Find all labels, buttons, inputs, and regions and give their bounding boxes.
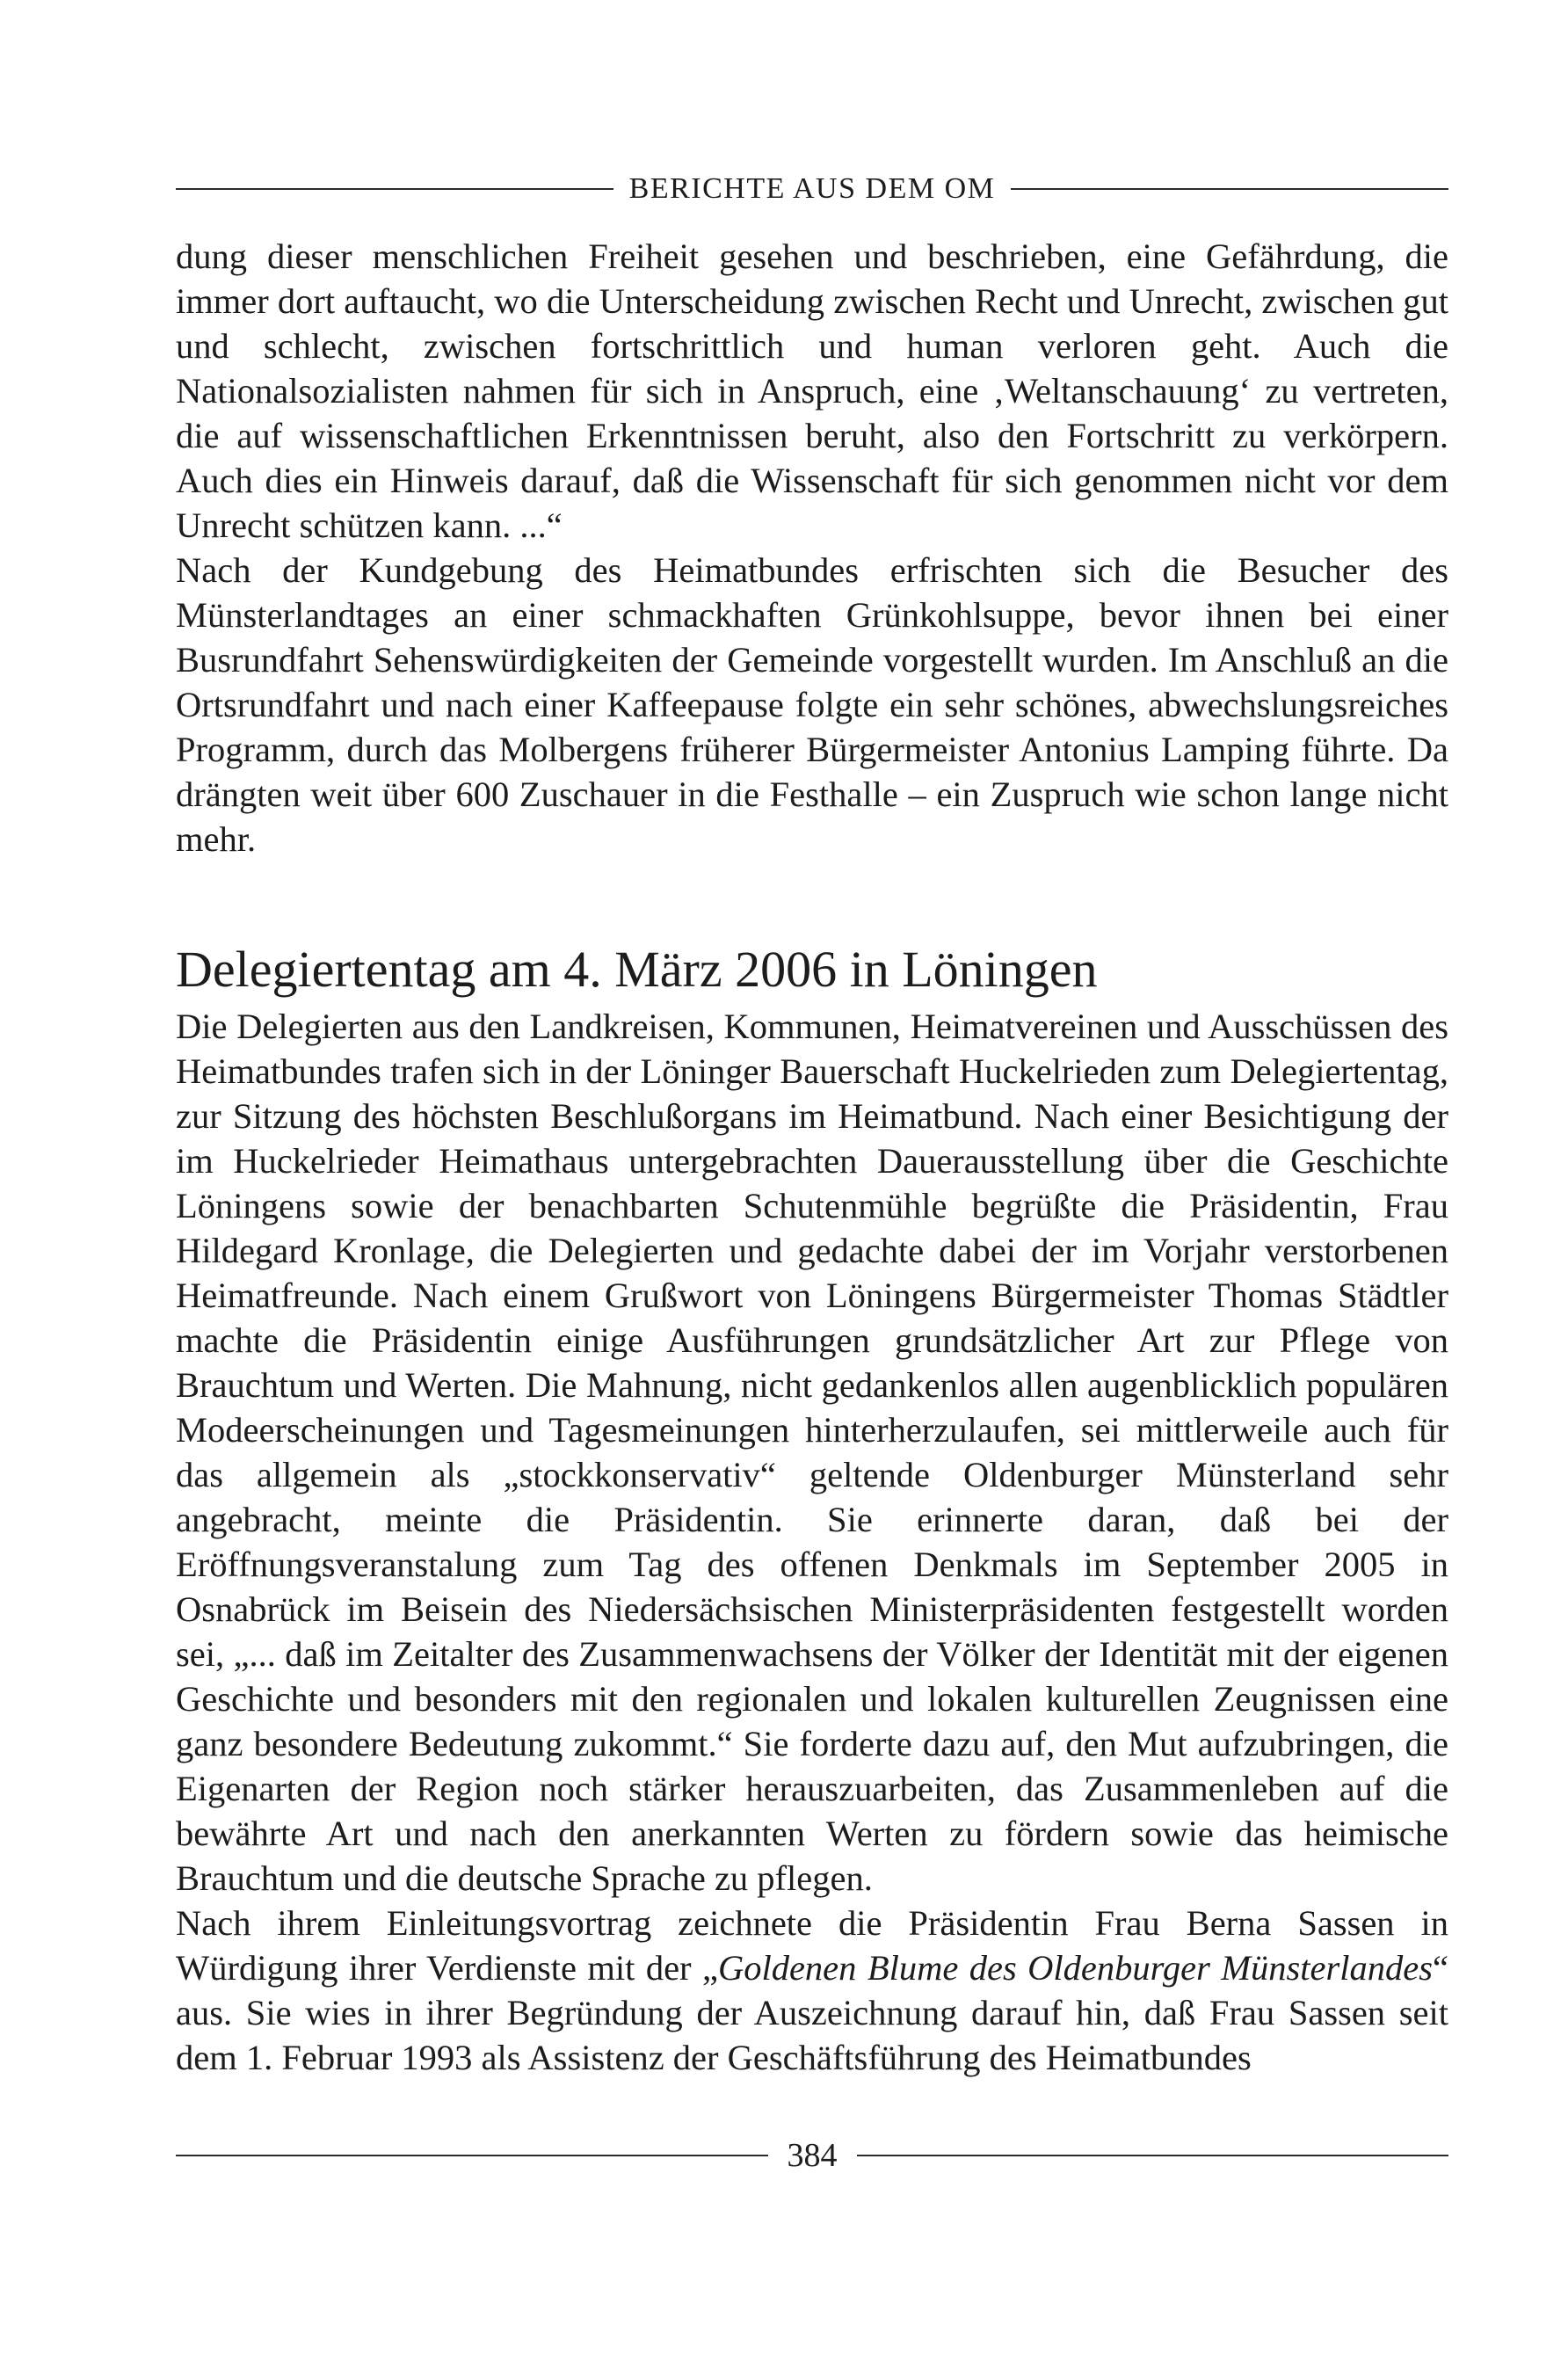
footer-rule-right (857, 2155, 1449, 2156)
footer-rule-left (176, 2155, 768, 2156)
article-body (176, 234, 1448, 2080)
section-heading: Delegiertentag am 4. März 2006 in Löningen (176, 941, 1098, 998)
running-header (176, 172, 1448, 206)
paragraph-auszeichnung-start: Nach ihrem Einleitungsvortrag zeichnete die Präsidentin Frau Berna Sassen in Würdigung ihrer Verdienste mit der „ (176, 1903, 1448, 1988)
header-rule-right (1011, 188, 1448, 190)
header-rule-left (176, 188, 613, 190)
page-footer (176, 2136, 1448, 2175)
paragraph-muensterlandtag: Nach der Kundgebung des Heimatbundes erfrischten sich die Besucher des Münsterlandtages an einer schmackhaften Grünkohlsuppe, bevor ihnen bei einer Busrundfahrt Sehenswürdigkeiten der Gemeinde vorgestellt wurden. Im Anschluß an die Ortsrundfahrt und nach einer Kaffeepause folgte ein sehr schönes, abwechslungsreiches Programm, durch das Molbergens früherer Bürgermeister Antonius Lamping führte. Da drängten weit über 600 Zuschauer in die Festhalle – ein Zuspruch wie schon lange nicht mehr. (176, 550, 1448, 859)
award-title: Goldenen Blume des Oldenburger Münsterlandes (717, 1948, 1434, 1988)
paragraph-delegiertentag: Die Delegierten aus den Landkreisen, Kommunen, Heimatvereinen und Ausschüssen des Heimatbundes trafen sich in der Löninger Bauerschaft Huckelrieden zum Delegiertentag, zur Sitzung des höchsten Beschlußorgans im Heimatbund. Nach einer Besichtigung der im Huckelrieder Heimathaus untergebrachten Dauerausstellung über die Geschichte Löningens sowie der benachbarten Schutenmühle begrüßte die Präsidentin, Frau Hildegard Kronlage, die Delegierten und gedachte dabei der im Vorjahr verstorbenen Heimatfreunde. Nach einem Grußwort von Löningens Bürgermeister Thomas Städtler machte die Präsidentin einige Ausführungen grundsätzlicher Art zur Pflege von Brauchtum und Werten. Die Mahnung, nicht gedankenlos allen augenblicklich populären Modeerscheinungen und Tagesmeinungen hinterherzulaufen, sei mittlerweile auch für das allgemein als „stockkonservativ“ geltende Oldenburger Münsterland sehr angebracht, meinte die Präsidentin. Sie erinnerte daran, daß bei der Eröffnungsveranstalung zum Tag des offenen Denkmals im September 2005 in Osnabrück im Beisein des Niedersächsischen Ministerpräsidenten festgestellt worden sei, „... daß im Zeitalter des Zusammenwachsens der Völker der Identität mit der eigenen Geschichte und besonders mit den regionalen und lokalen kulturellen Zeugnissen eine ganz besondere Bedeutung zukommt.“ Sie forderte dazu auf, den Mut aufzubringen, die Eigenarten der Region noch stärker herauszuarbeiten, das Zusammenleben auf die bewährte Art und nach den anerkannten Werten zu fördern sowie das heimische Brauchtum und die deutsche Sprache zu pflegen. (176, 1007, 1448, 1898)
page-number: 384 (787, 2137, 838, 2174)
paragraph-auszeichnung-end: “ aus. Sie wies in ihrer Begründung der Auszeichnung darauf hin, daß Frau Sassen seit dem 1. Februar 1993 als Assistenz der Geschäftsführung des Heimatbundes (176, 1948, 1448, 2077)
paragraph-continuation: dung dieser menschlichen Freiheit gesehen und beschrieben, eine Gefährdung, die immer dort auftaucht, wo die Unterscheidung zwischen Recht und Unrecht, zwischen gut und schlecht, zwischen fortschrittlich und human verloren geht. Auch die Nationalsozialisten nahmen für sich in Anspruch, eine ‚Weltanschauung‘ zu vertreten, die auf wissenschaftlichen Erkenntnissen beruht, also den Fortschritt zu verkörpern. Auch dies ein Hinweis darauf, daß die Wissenschaft für sich genommen nicht vor dem Unrecht schützen kann. ...“ (176, 236, 1448, 545)
paragraph-auszeichnung (176, 1901, 1448, 2080)
header-title: BERICHTE AUS DEM OM (628, 172, 996, 205)
